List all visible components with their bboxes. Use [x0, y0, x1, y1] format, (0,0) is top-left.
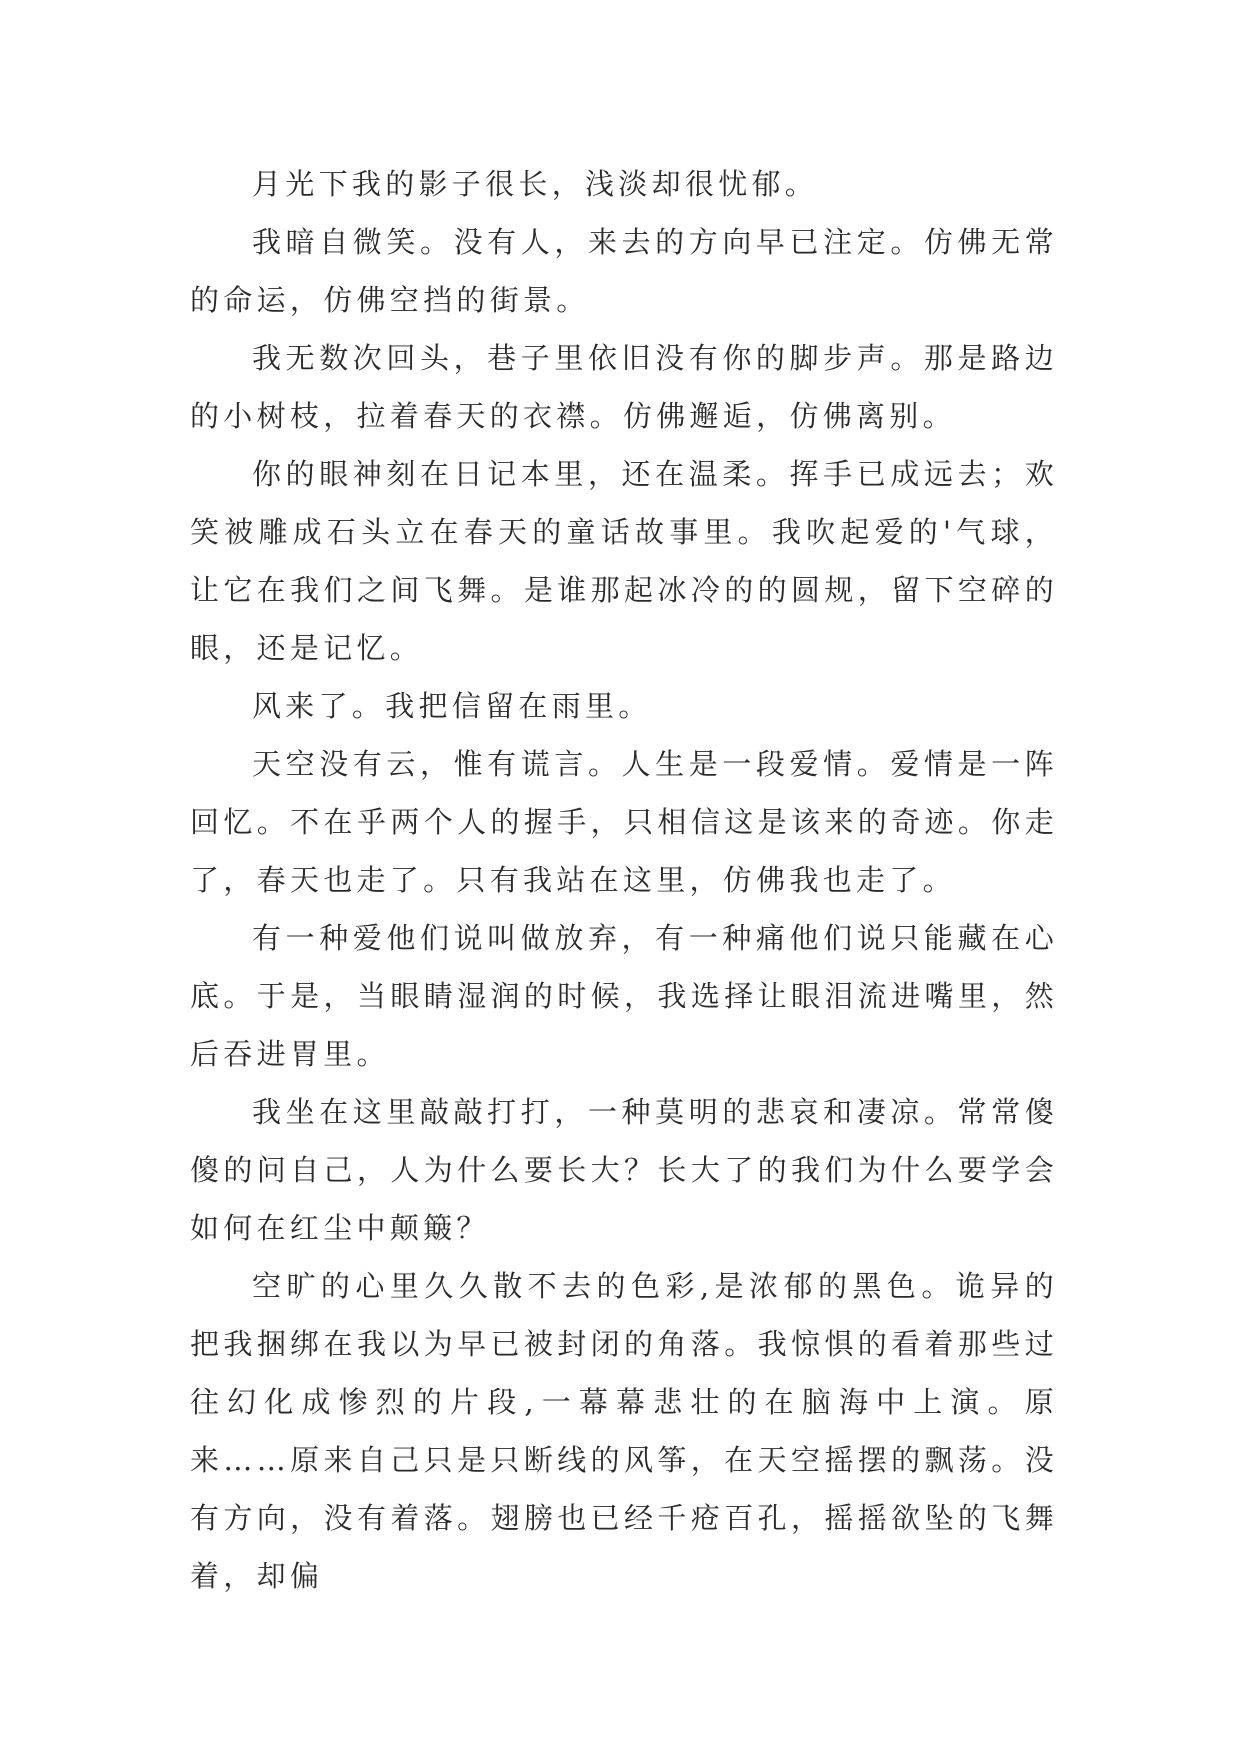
paragraph: 月光下我的影子很长，浅淡却很忧郁。 — [252, 167, 819, 201]
paragraph: 空旷的心里久久散不去的色彩,是浓郁的黑色。诡异的把我捆绑在我以为早已被封闭的角落。我惊惧的看着那些过往幻化成惨烈的片段,一幕幕悲壮的在脑海中上演。原来……原来自己只是只断线的风筝，在天空摇摆的飘荡。没有方向，没有着落。翅膀也已经千疮百孔，摇摇欲坠的飞舞着，却偏 — [190, 1269, 1058, 1593]
paragraph: 天空没有云，惟有谎言。人生是一段爱情。爱情是一阵回忆。不在乎两个人的握手，只相信这是该来的奇迹。你走了，春天也走了。只有我站在这里，仿佛我也走了。 — [190, 747, 1058, 897]
paragraph: 风来了。我把信留在雨里。 — [252, 689, 652, 723]
paragraph: 有一种爱他们说叫做放弃，有一种痛他们说只能藏在心底。于是，当眼睛湿润的时候，我选择让眼泪流进嘴里，然后吞进胃里。 — [190, 921, 1058, 1071]
paragraph: 你的眼神刻在日记本里，还在温柔。挥手已成远去；欢笑被雕成石头立在春天的童话故事里。我吹起爱的'气球，让它在我们之间飞舞。是谁那起冰冷的的圆规，留下空碎的眼，还是记忆。 — [190, 457, 1058, 665]
paragraph: 我坐在这里敲敲打打，一种莫明的悲哀和凄凉。常常傻傻的问自己，人为什么要长大？长大了的我们为什么要学会如何在红尘中颠簸？ — [190, 1095, 1058, 1245]
document-body — [190, 155, 1058, 1605]
paragraph: 我无数次回头，巷子里依旧没有你的脚步声。那是路边的小树枝，拉着春天的衣襟。仿佛邂逅，仿佛离别。 — [190, 341, 1058, 433]
paragraph: 我暗自微笑。没有人，来去的方向早已注定。仿佛无常的命运，仿佛空挡的街景。 — [190, 225, 1058, 317]
